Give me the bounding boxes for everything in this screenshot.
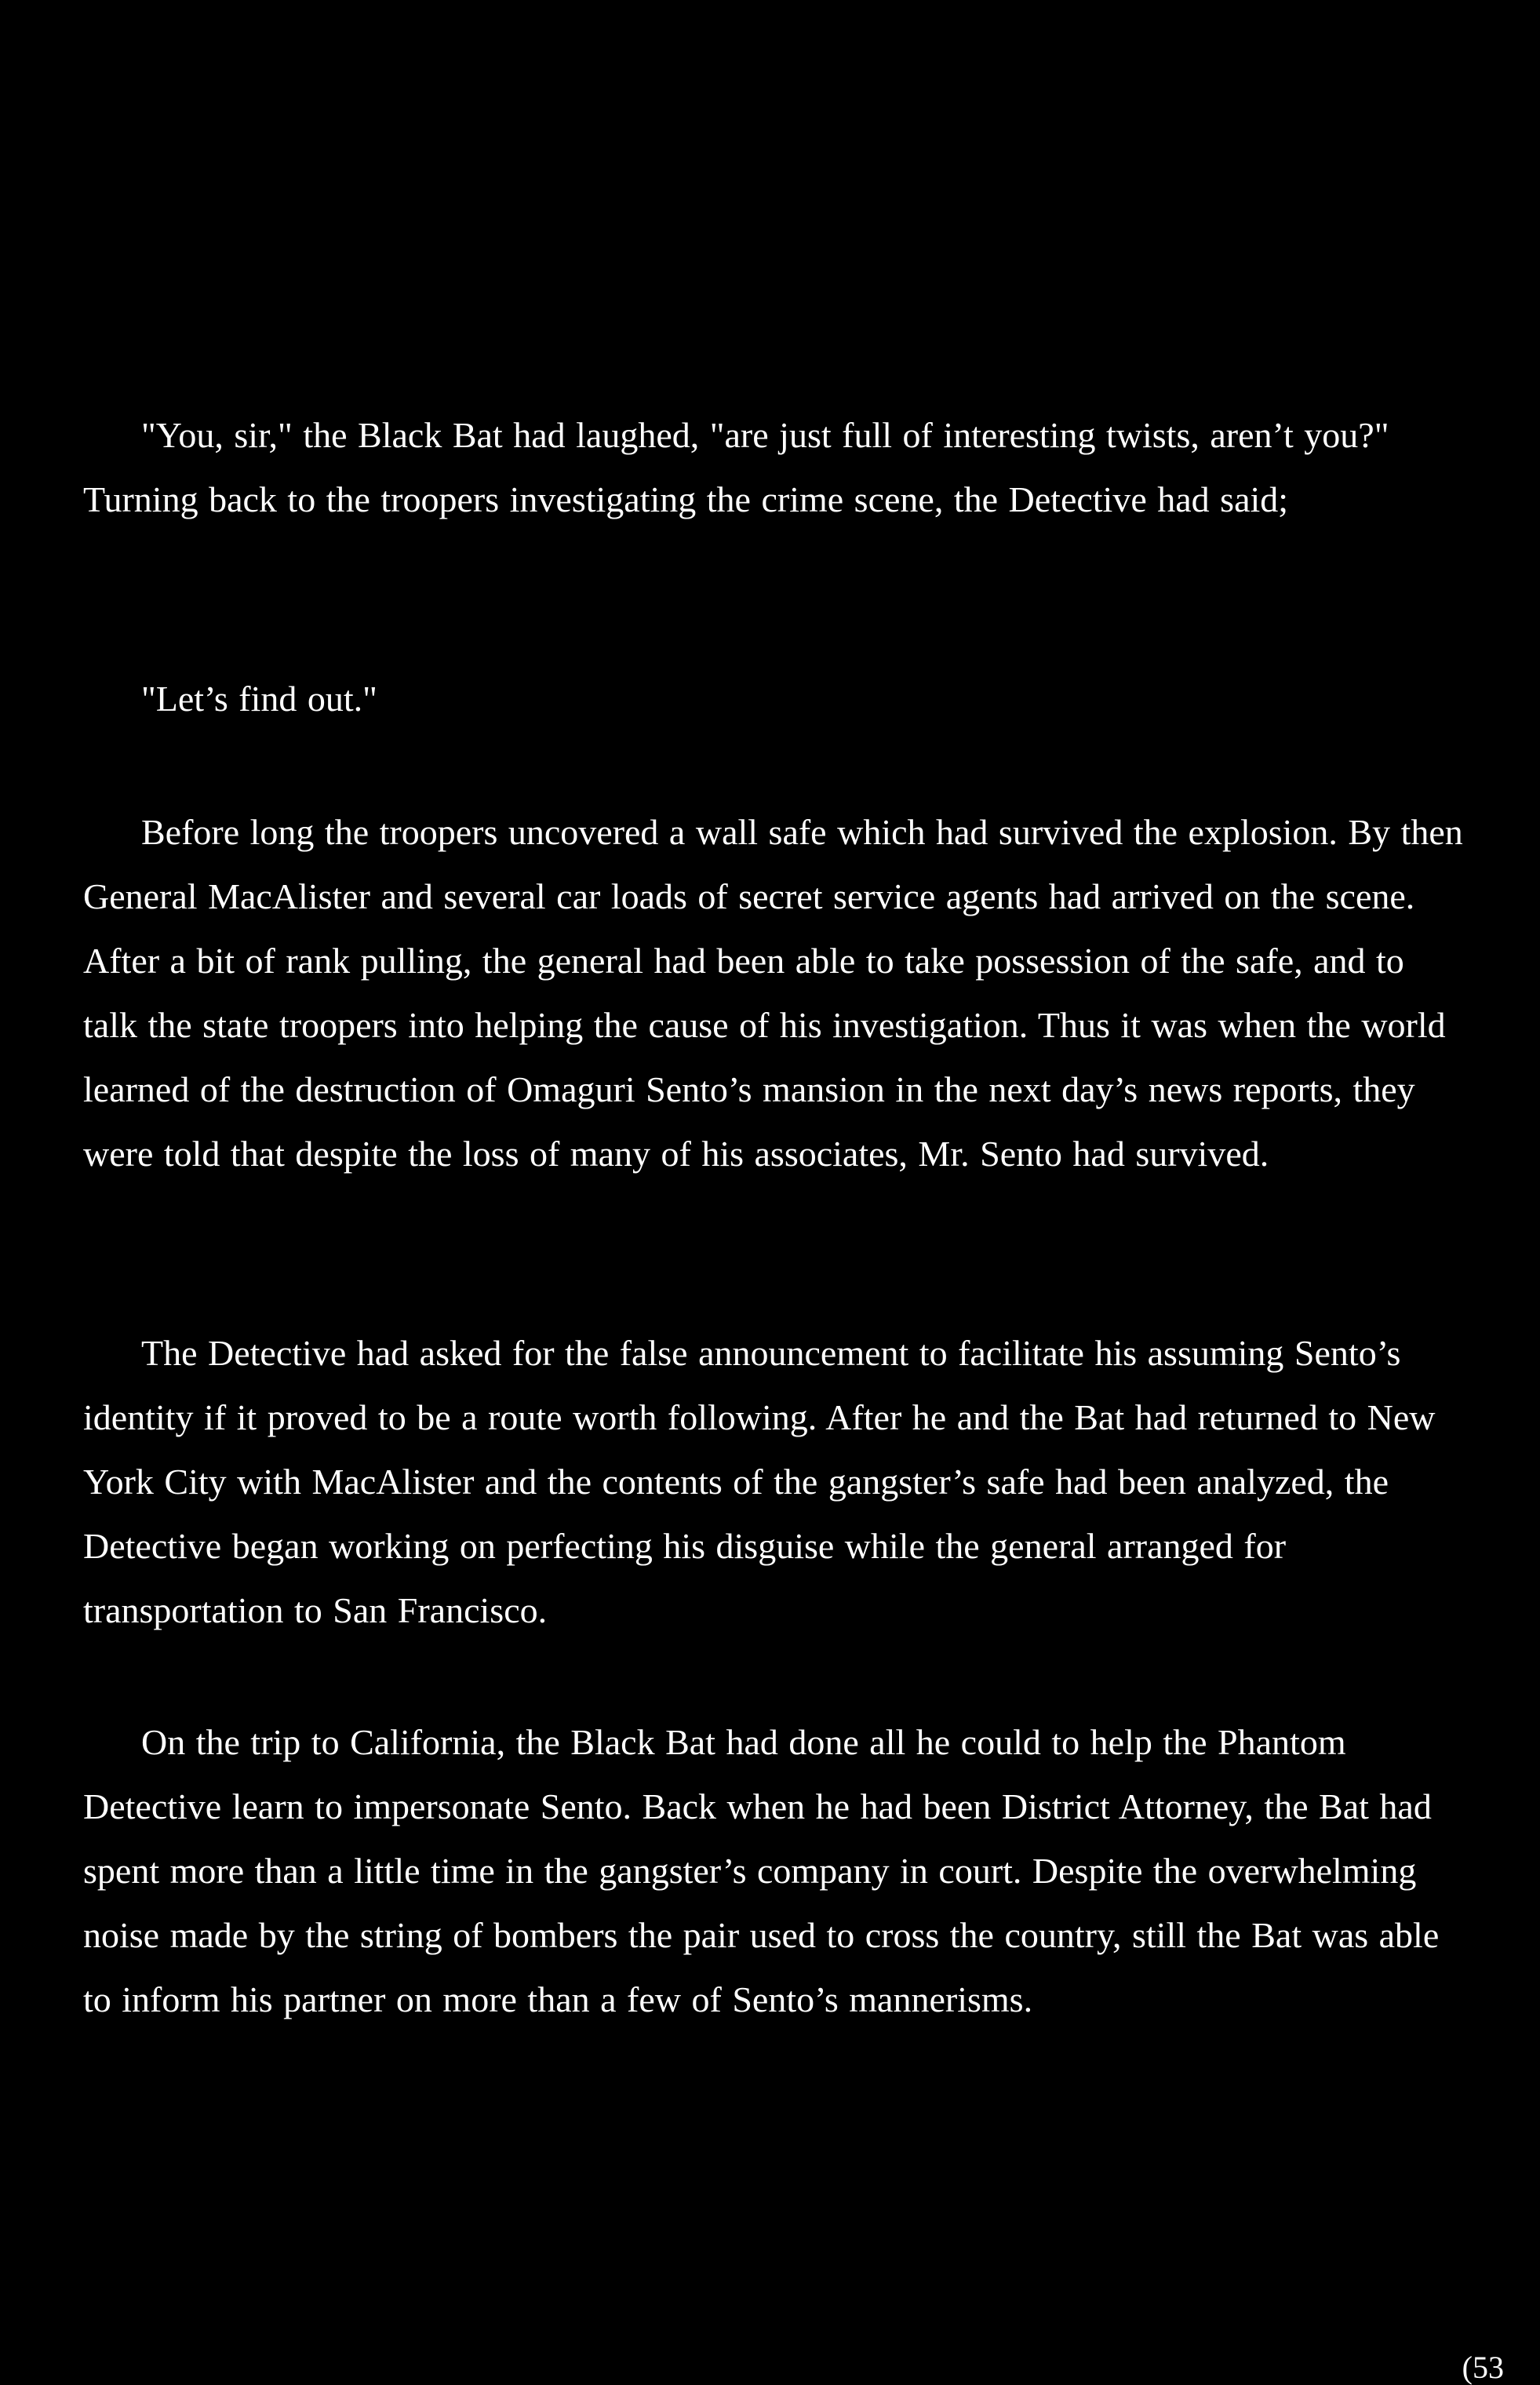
page-number: (53	[1462, 2350, 1504, 2385]
paragraph-3	[83, 800, 1464, 1186]
paragraph-text: On the trip to California, the Black Bat had done all he could to help the Phantom Detective learn to impersonate Sento. Back when he had been District Attorney, the Bat had spent more than a little time in the gangster’s company in court. Despite the overwhelming noise made by the string of bombers the pair used to cross the country, still the Bat was able to inform his partner on more than a few of Sento’s mannerisms.	[83, 1722, 1440, 2019]
paragraph-text: The Detective had asked for the false announcement to facilitate his assuming Sento’s identity if it proved to be a route worth following. After he and the Bat had returned to New York City with MacAlister and the contents of the gangster’s safe had been analyzed, the Detective began working on perfecting his disguise while the general arranged for transportation to San Francisco.	[83, 1333, 1436, 1630]
paragraph-text: "You, sir," the Black Bat had laughed, "are just full of interesting twists, aren’t you?" Turning back to the troopers investigating the crime scene, the Detective had said;	[83, 415, 1389, 519]
paragraph-4	[83, 1321, 1464, 1643]
paragraph-1	[83, 403, 1464, 532]
paragraph-text: Before long the troopers uncovered a wall safe which had survived the explosion. By then General MacAlister and several car loads of secret service agents had arrived on the scene. After a bit of rank pulling, the general had been able to take possession of the safe, and to talk the state troopers into helping the cause of his investigation. Thus it was when the world learned of the destruction of Omaguri Sento’s mansion in the next day’s news reports, they were told that despite the loss of many of his associates, Mr. Sento had survived.	[83, 812, 1463, 1174]
paragraph-text: "Let’s find out."	[141, 679, 377, 719]
paragraph-2	[83, 667, 1464, 731]
paragraph-5	[83, 1710, 1464, 2032]
